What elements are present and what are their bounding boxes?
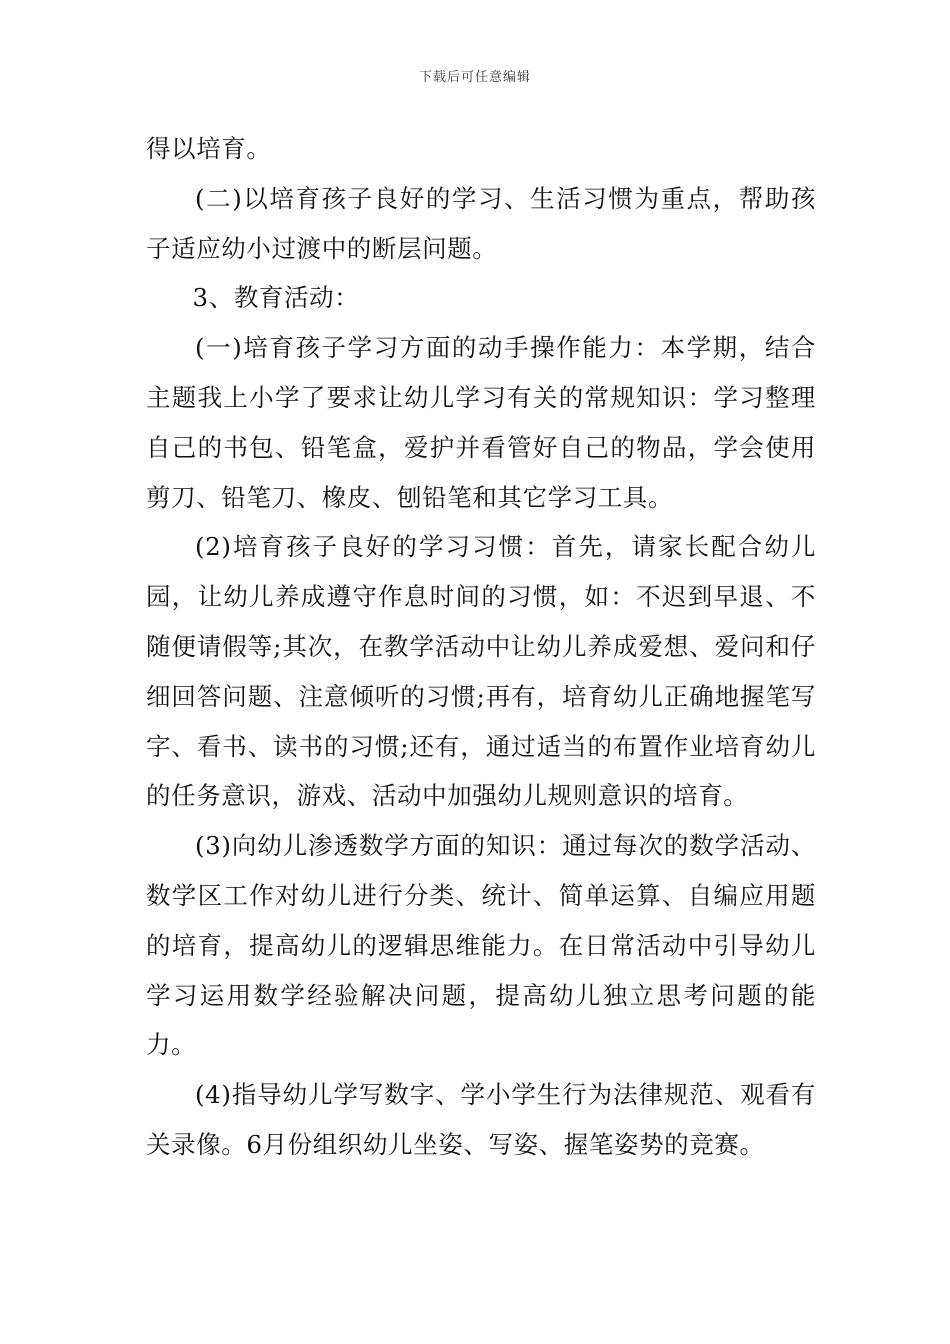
section-heading-education-activities: 3、教育活动： [192,283,360,313]
paragraph-activity-three: (3)向幼儿渗透数学方面的知识：通过每次的数学活动、数学区工作对幼儿进行分类、统计、简单运算、自编应用题的培育，提高幼儿的逻辑思维能力。在日常活动中引导幼儿学习运用数学经验解决问题，提高幼儿独立思考问题的能力。 [146,831,816,1060]
document-body [146,124,816,1170]
paragraph-activity-four: (4)指导幼儿学写数字、学小学生行为法律规范、观看有关录像。6月份组织幼儿坐姿、写姿、握笔姿势的竞赛。 [146,1080,816,1159]
paragraph-goal-two: (二)以培育孩子良好的学习、生活习惯为重点，帮助孩子适应幼小过渡中的断层问题。 [146,183,816,263]
paragraph-activity-two: (2)培育孩子良好的学习习惯：首先，请家长配合幼儿园，让幼儿养成遵守作息时间的习惯，如：不迟到早退、不随便请假等;其次，在教学活动中让幼儿养成爱想、爱问和仔细回答问题、注意倾听的习惯;再有，培育幼儿正确地握笔写字、看书、读书的习惯;还有，通过适当的布置作业培育幼儿的任务意识，游戏、活动中加强幼儿规则意识的培育。 [146,532,816,811]
paragraph-continuation: 得以培育。 [146,134,272,163]
page-header-note: 下载后可任意编辑 [418,70,531,85]
paragraph-activity-one: (一)培育孩子学习方面的动手操作能力：本学期，结合主题我上小学了要求让幼儿学习有关的常规知识：学习整理自己的书包、铅笔盒，爱护并看管好自己的物品，学会使用剪刀、铅笔刀、橡皮、刨铅笔和其它学习工具。 [146,333,816,512]
